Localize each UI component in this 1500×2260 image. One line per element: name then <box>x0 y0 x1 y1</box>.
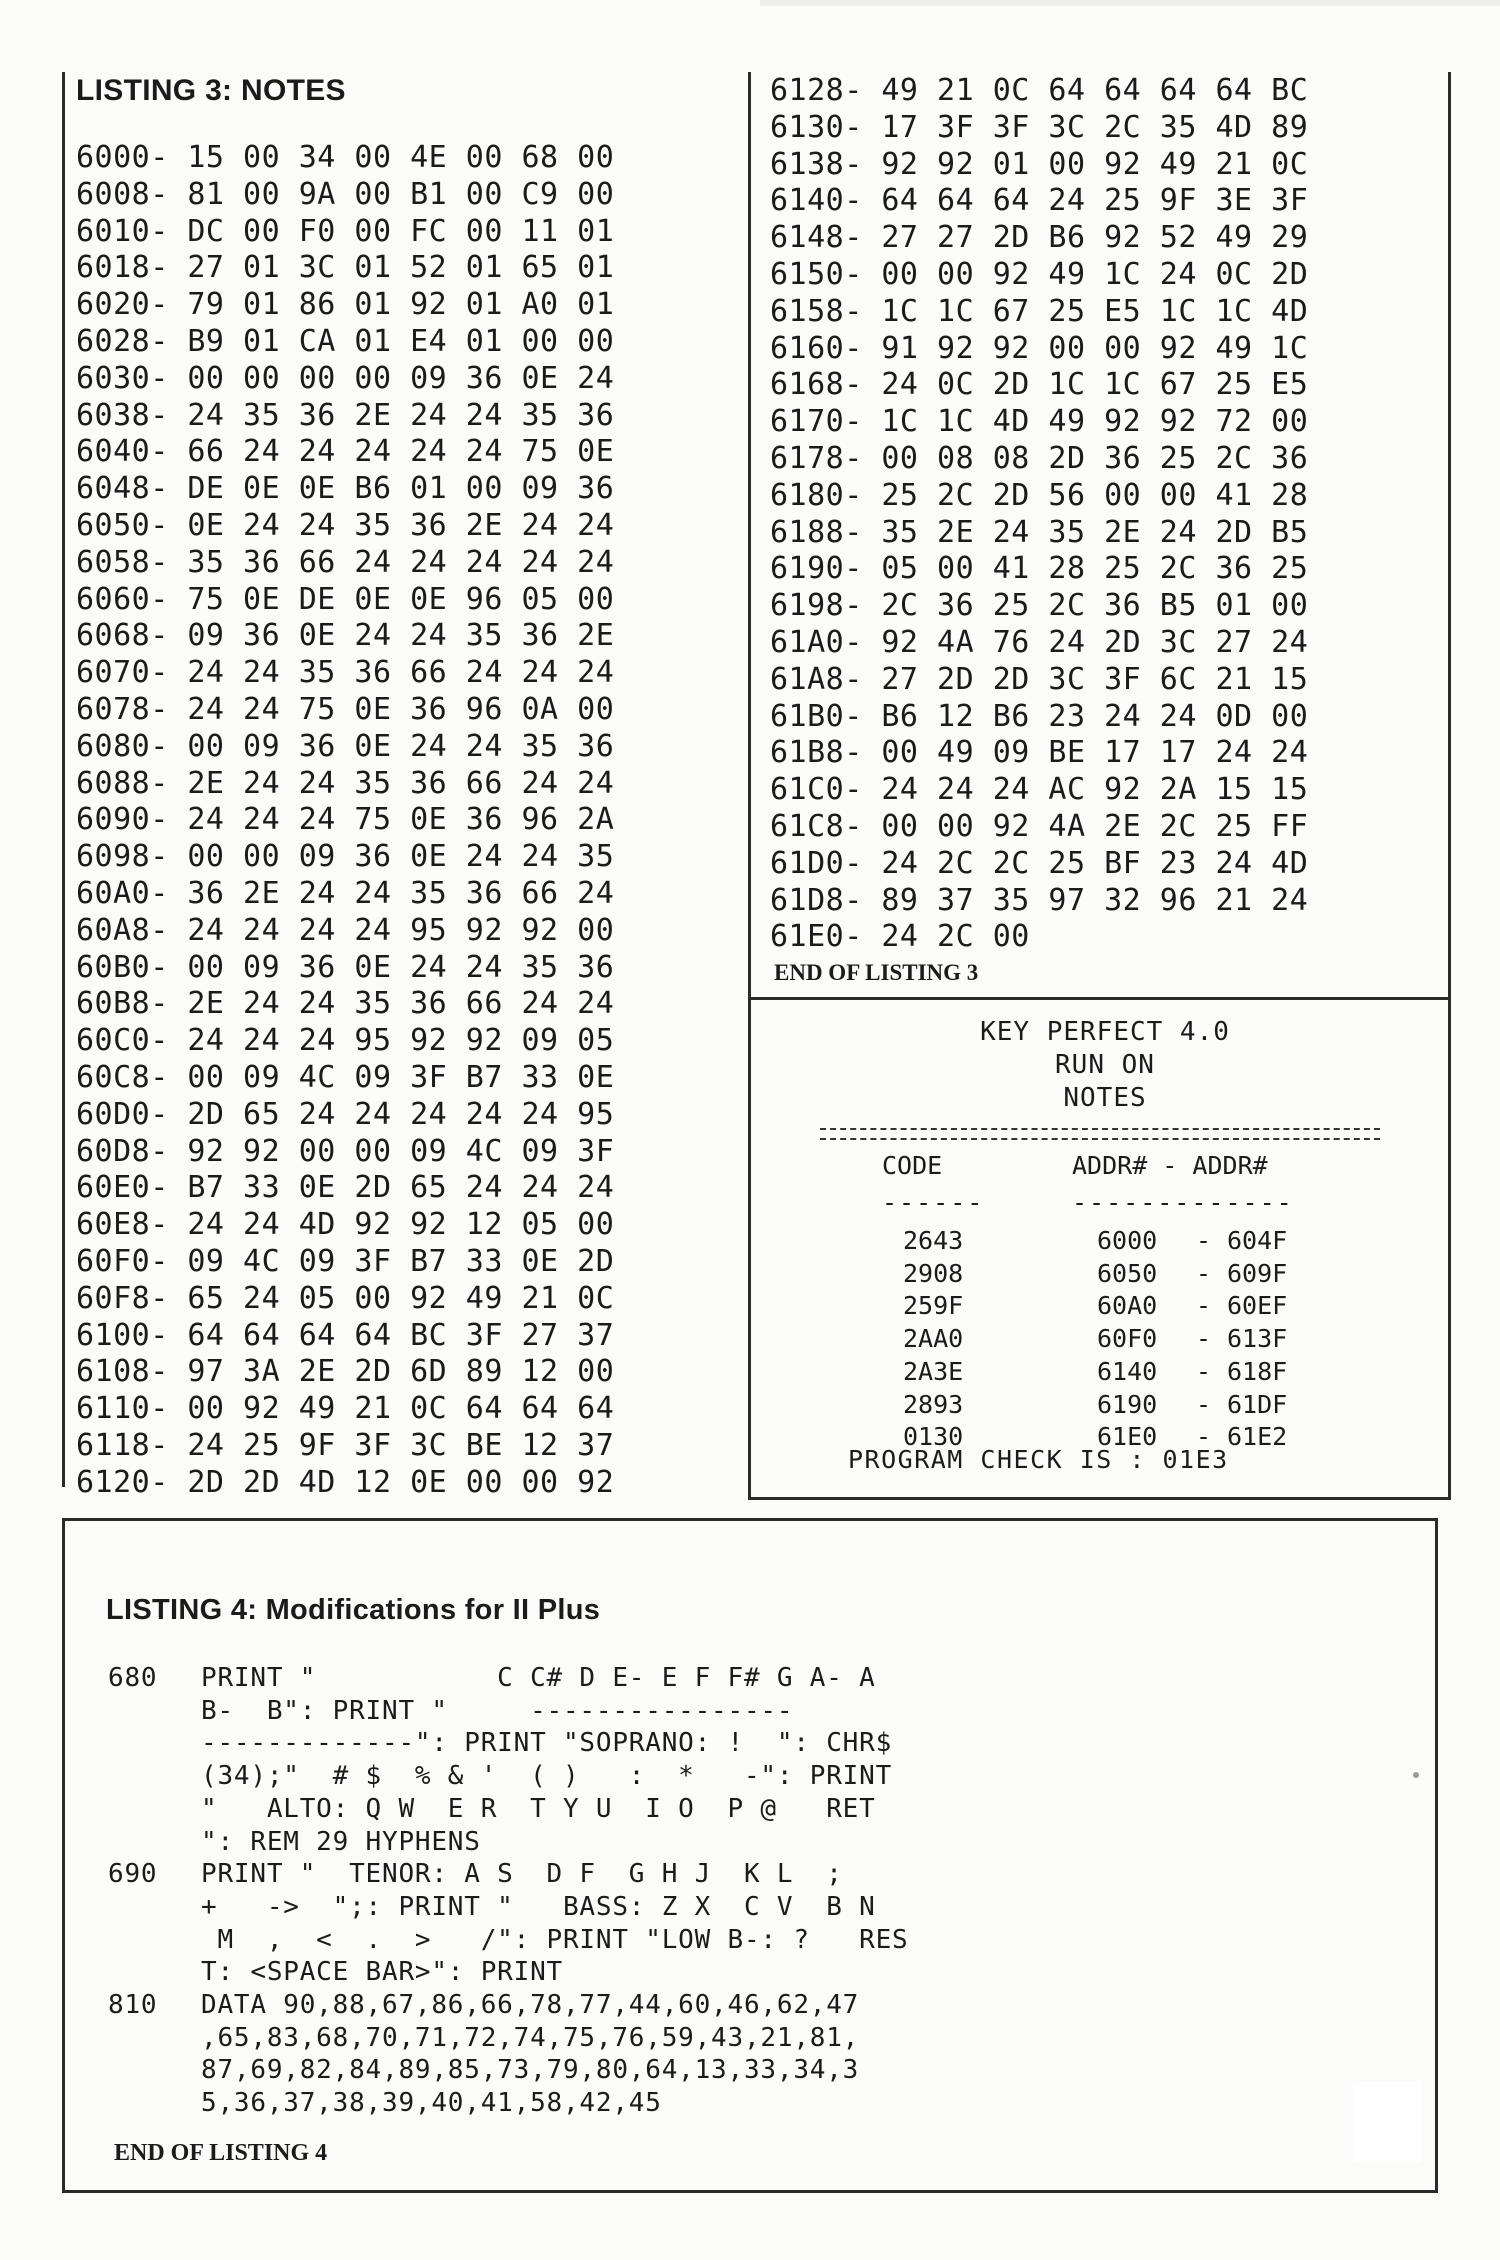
address-separator: - <box>1196 1291 1212 1321</box>
key-perfect-title-1: KEY PERFECT 4.0 <box>980 1017 1230 1047</box>
code-column-dashes: ------ <box>882 1188 985 1217</box>
hex-row: 6188- 35 2E 24 35 2E 24 2D B5 <box>770 514 1309 550</box>
checksum-code: 2643 <box>903 1226 964 1255</box>
hex-row: 6108- 97 3A 2E 2D 6D 89 12 00 <box>76 1354 615 1390</box>
hex-row: 6058- 35 36 66 24 24 24 24 24 <box>76 544 615 580</box>
checksum-code: 2AA0 <box>903 1324 964 1354</box>
hex-row: 61A8- 27 2D 2D 3C 3F 6C 21 15 <box>770 661 1309 697</box>
address-from: 60A0 <box>1097 1291 1158 1321</box>
hex-row: 6028- B9 01 CA 01 E4 01 00 00 <box>76 323 615 359</box>
address-from: 6000 <box>1097 1226 1158 1255</box>
hex-row: 6158- 1C 1C 67 25 E5 1C 1C 4D <box>770 293 1309 329</box>
address-to: 61DF <box>1227 1389 1288 1419</box>
address-separator: - <box>1196 1422 1212 1452</box>
listing4-bottom-rule <box>62 2190 1438 2193</box>
listing4-top-rule <box>62 1518 1438 1521</box>
hex-row: 60B8- 2E 24 24 35 36 66 24 24 <box>76 986 615 1022</box>
address-to: 609F <box>1227 1258 1288 1288</box>
listing4-right-border <box>1435 1518 1438 2193</box>
hex-row: 6120- 2D 2D 4D 12 0E 00 00 92 <box>76 1464 615 1500</box>
hex-row: 6090- 24 24 24 75 0E 36 96 2A <box>76 802 615 838</box>
key-perfect-title-2: RUN ON <box>1055 1050 1155 1080</box>
checksum-code: 259F <box>903 1291 964 1321</box>
hex-row: 61C0- 24 24 24 AC 92 2A 15 15 <box>770 772 1309 808</box>
checksum-code: 2893 <box>903 1389 964 1419</box>
address-separator: - <box>1196 1324 1212 1354</box>
line-text: PRINT " C C# D E- E F F# G A- A <box>201 1663 876 1693</box>
hex-row: 6000- 15 00 34 00 4E 00 68 00 <box>76 140 615 175</box>
hex-row: 6050- 0E 24 24 35 36 2E 24 24 <box>76 507 615 543</box>
hex-row: 61E0- 24 2C 00 <box>770 919 1030 955</box>
line-text: M , < . > /": PRINT "LOW B-: ? RES <box>201 1924 909 1955</box>
line-text: 87,69,82,84,89,85,73,79,80,64,13,33,34,3 <box>201 2055 860 2086</box>
hex-row: 6100- 64 64 64 64 BC 3F 27 37 <box>76 1317 615 1353</box>
hex-row: 6180- 25 2C 2D 56 00 00 41 28 <box>770 477 1309 513</box>
address-to: 604F <box>1227 1226 1288 1255</box>
hex-row: 6010- DC 00 F0 00 FC 00 11 01 <box>76 213 615 249</box>
address-from: 61E0 <box>1097 1422 1158 1452</box>
hex-row: 60C8- 00 09 4C 09 3F B7 33 0E <box>76 1059 615 1095</box>
keyperfect-bottom-rule <box>748 1497 1451 1500</box>
hex-row: 6078- 24 24 75 0E 36 96 0A 00 <box>76 691 615 727</box>
checksum-code: 2908 <box>903 1258 964 1288</box>
address-separator: - <box>1196 1258 1212 1288</box>
hex-row: 61D0- 24 2C 2C 25 BF 23 24 4D <box>770 845 1309 881</box>
address-to: 61E2 <box>1227 1422 1288 1452</box>
stray-dot <box>1413 1772 1419 1778</box>
hex-row: 6178- 00 08 08 2D 36 25 2C 36 <box>770 440 1309 476</box>
line-text: DATA 90,88,67,86,66,78,77,44,60,46,62,47 <box>201 1990 860 2020</box>
checksum-code: 0130 <box>903 1422 964 1452</box>
listing3-end-note: END OF LISTING 3 <box>774 960 979 985</box>
hex-row: 6170- 1C 1C 4D 49 92 92 72 00 <box>770 404 1309 440</box>
hex-row: 61B0- B6 12 B6 23 24 24 0D 00 <box>770 698 1309 734</box>
listing3-left-border <box>62 72 65 1487</box>
hex-row: 6140- 64 64 64 24 25 9F 3E 3F <box>770 183 1309 219</box>
listing3-end-rule <box>748 997 1451 1000</box>
line-text: (34);" # $ % & ' ( ) : * -": PRINT <box>201 1761 893 1792</box>
hex-row: 60F0- 09 4C 09 3F B7 33 0E 2D <box>76 1243 615 1279</box>
line-text: ": REM 29 HYPHENS <box>201 1826 481 1857</box>
white-patch <box>1353 2082 1421 2162</box>
line-text: + -> ";: PRINT " BASS: Z X C V B N <box>201 1891 876 1922</box>
hex-row: 6130- 17 3F 3F 3C 2C 35 4D 89 <box>770 109 1309 145</box>
address-column-dashes: ------------- <box>1072 1188 1294 1217</box>
line-text: B- B": PRINT " ---------------- <box>201 1695 794 1726</box>
address-to: 60EF <box>1227 1291 1288 1321</box>
address-from: 60F0 <box>1097 1324 1158 1354</box>
line-text: -------------": PRINT "SOPRANO: ! ": CHR$ <box>201 1728 893 1759</box>
hex-row: 6138- 92 92 01 00 92 49 21 0C <box>770 146 1309 182</box>
checksum-code: 2A3E <box>903 1356 964 1386</box>
listing4-end-note: END OF LISTING 4 <box>114 2140 328 2166</box>
line-text: " ALTO: Q W E R T Y U I O P @ RET <box>201 1793 876 1824</box>
hex-row: 6068- 09 36 0E 24 24 35 36 2E <box>76 618 615 654</box>
hex-row: 60C0- 24 24 24 95 92 92 09 05 <box>76 1023 615 1059</box>
address-from: 6050 <box>1097 1258 1158 1288</box>
hex-row: 6038- 24 35 36 2E 24 24 35 36 <box>76 397 615 433</box>
hex-row: 6020- 79 01 86 01 92 01 A0 01 <box>76 287 615 323</box>
listing3-heading: LISTING 3: NOTES <box>76 74 346 107</box>
address-column-header: ADDR# - ADDR# <box>1072 1151 1268 1180</box>
hex-row: 6198- 2C 36 25 2C 36 B5 01 00 <box>770 588 1309 624</box>
hex-row: 6098- 00 00 09 36 0E 24 24 35 <box>76 839 615 875</box>
hex-row: 6168- 24 0C 2D 1C 1C 67 25 E5 <box>770 367 1309 403</box>
listing3-left-column <box>76 140 614 1501</box>
hex-row: 60E0- B7 33 0E 2D 65 24 24 24 <box>76 1170 615 1206</box>
line-text: ,65,83,68,70,71,72,74,75,76,59,43,21,81, <box>201 2022 860 2053</box>
hex-row: 6080- 00 09 36 0E 24 24 35 36 <box>76 728 615 764</box>
address-separator: - <box>1196 1389 1212 1419</box>
program-check: PROGRAM CHECK IS : 01E3 <box>848 1445 1229 1474</box>
line-text: T: <SPACE BAR>": PRINT <box>201 1957 563 1988</box>
hex-row: 6030- 00 00 00 00 09 36 0E 24 <box>76 360 615 396</box>
line-text: 5,36,37,38,39,40,41,58,42,45 <box>201 2088 662 2119</box>
line-number: 810 <box>108 1990 158 2020</box>
hex-row: 6148- 27 27 2D B6 92 52 49 29 <box>770 220 1309 256</box>
hex-row: 61B8- 00 49 09 BE 17 17 24 24 <box>770 735 1309 771</box>
line-text: PRINT " TENOR: A S D F G H J K L ; <box>201 1859 843 1890</box>
hex-row: 60D8- 92 92 00 00 09 4C 09 3F <box>76 1133 615 1169</box>
hex-row: 60A8- 24 24 24 24 95 92 92 00 <box>76 912 615 948</box>
listing4-heading: LISTING 4: Modifications for II Plus <box>106 1594 601 1626</box>
keyperfect-right-border <box>1448 72 1451 1500</box>
hex-row: 61C8- 00 00 92 4A 2E 2C 25 FF <box>770 808 1309 844</box>
top-edge-rule <box>760 0 1500 6</box>
hex-row: 6048- DE 0E 0E B6 01 00 09 36 <box>76 471 615 507</box>
hex-row: 6128- 49 21 0C 64 64 64 64 BC <box>770 73 1309 108</box>
hex-row: 6190- 05 00 41 28 25 2C 36 25 <box>770 551 1309 587</box>
address-separator: - <box>1196 1356 1212 1386</box>
hex-row: 6150- 00 00 92 49 1C 24 0C 2D <box>770 256 1309 292</box>
line-number: 680 <box>108 1663 158 1693</box>
hex-row: 6060- 75 0E DE 0E 0E 96 05 00 <box>76 581 615 617</box>
address-from: 6140 <box>1097 1356 1158 1386</box>
hex-row: 60A0- 36 2E 24 24 35 36 66 24 <box>76 875 615 911</box>
address-from: 6190 <box>1097 1389 1158 1419</box>
address-separator: - <box>1196 1226 1212 1255</box>
hex-row: 6008- 81 00 9A 00 B1 00 C9 00 <box>76 176 615 212</box>
listing4-left-border <box>62 1518 65 2193</box>
hex-row: 6118- 24 25 9F 3F 3C BE 12 37 <box>76 1427 615 1463</box>
hex-row: 6160- 91 92 92 00 00 92 49 1C <box>770 330 1309 366</box>
hex-row: 6088- 2E 24 24 35 36 66 24 24 <box>76 765 615 801</box>
hex-row: 60F8- 65 24 05 00 92 49 21 0C <box>76 1280 615 1316</box>
key-perfect-panel <box>760 1016 1450 1474</box>
hex-row: 61D8- 89 37 35 97 32 96 21 24 <box>770 882 1309 918</box>
hex-row: 60D0- 2D 65 24 24 24 24 24 95 <box>76 1096 615 1132</box>
hex-row: 6018- 27 01 3C 01 52 01 65 01 <box>76 250 615 286</box>
listing3-right-column <box>770 73 1308 956</box>
key-perfect-title-3: NOTES <box>1063 1083 1147 1113</box>
hex-row: 60B0- 00 09 36 0E 24 24 35 36 <box>76 949 615 985</box>
address-to: 613F <box>1227 1324 1288 1354</box>
line-number: 690 <box>108 1859 158 1890</box>
code-column-header: CODE <box>882 1151 943 1180</box>
hex-row: 60E8- 24 24 4D 92 92 12 05 00 <box>76 1207 615 1243</box>
hex-row: 6070- 24 24 35 36 66 24 24 24 <box>76 655 615 691</box>
double-rule <box>820 1128 1380 1140</box>
listing3-column-divider <box>748 72 751 1500</box>
hex-row: 6040- 66 24 24 24 24 24 75 0E <box>76 434 615 470</box>
hex-row: 61A0- 92 4A 76 24 2D 3C 27 24 <box>770 624 1309 660</box>
hex-row: 6110- 00 92 49 21 0C 64 64 64 <box>76 1391 615 1427</box>
address-to: 618F <box>1227 1356 1288 1386</box>
